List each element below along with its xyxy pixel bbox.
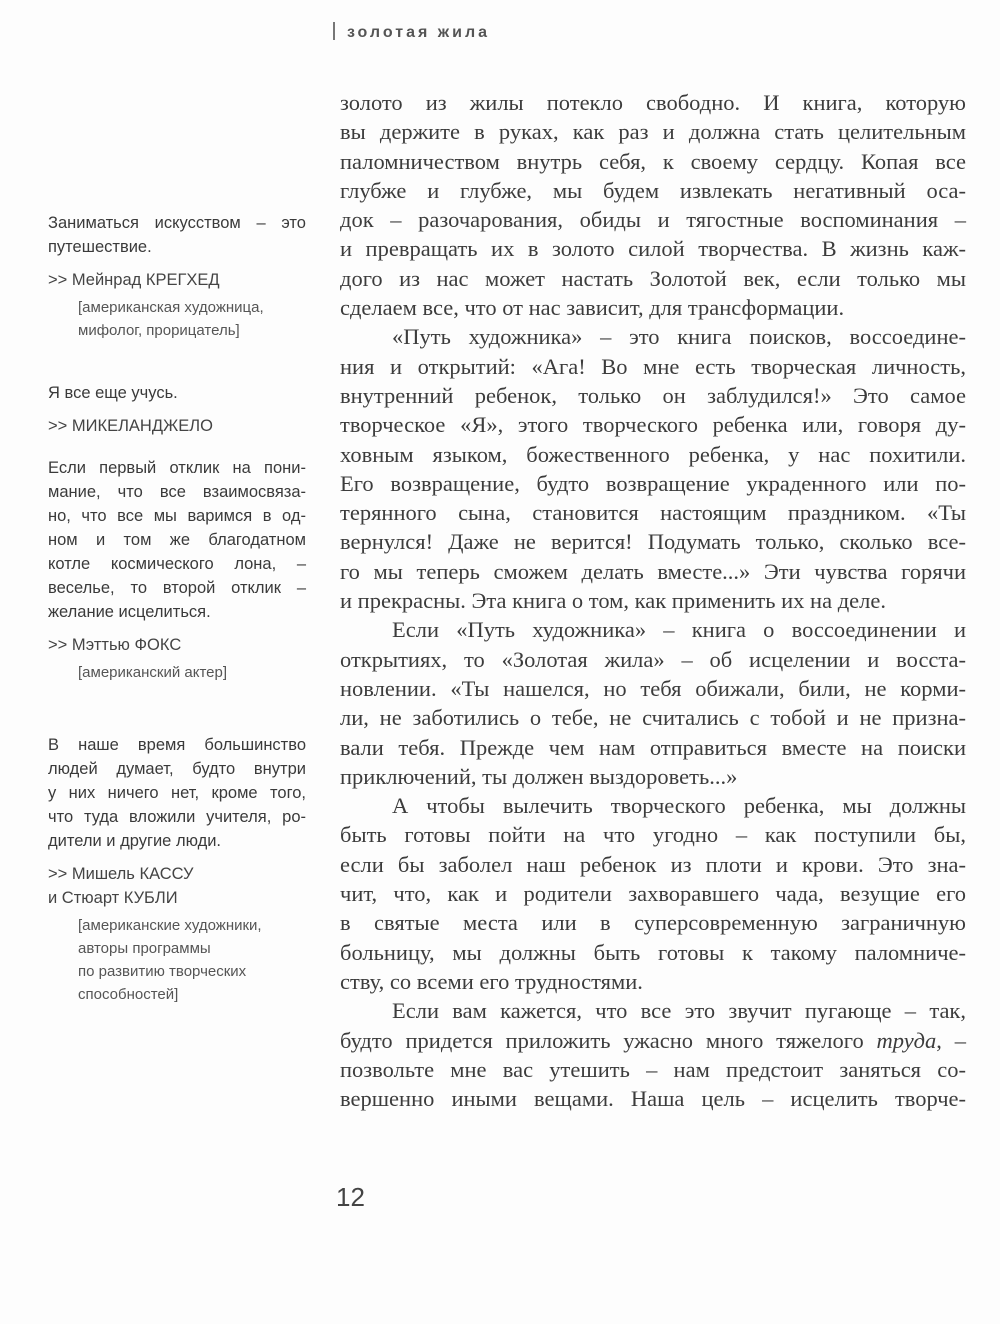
quote-line: Заниматься искусством – это [48, 214, 306, 232]
text-run: вершенно иными вещами. Наша цель – исцелить творче- [340, 1086, 966, 1112]
attribution-line: и Стюарт КУБЛИ [48, 889, 178, 907]
page-number: 12 [336, 1182, 365, 1212]
text-run: дого из нас может настать Золотой век, если только мы [340, 265, 966, 291]
note-line: [американская художница, [78, 299, 264, 316]
quote-line: желание исцелиться. [48, 603, 211, 621]
text-line [340, 1026, 966, 1055]
sidebar-quote [48, 381, 306, 438]
main-text [340, 88, 966, 1113]
text-run: сделаем все, что от нас зависит, для трансформации. [340, 295, 845, 321]
note-line: мифолог, прорицатель] [78, 322, 240, 339]
quote-line: Я все еще учусь. [48, 384, 178, 402]
text-line [340, 615, 966, 644]
text-run: ству, со всеми его трудностями. [340, 968, 643, 994]
text-line [340, 733, 966, 762]
text-run: ли, не заботились о тебе, не считались с тобой и не призна- [340, 705, 966, 731]
text-line [340, 498, 966, 527]
text-run: паломничеством внутрь себя, к своему сердцу. Копая все [340, 148, 966, 174]
text-run: приключений, ты должен выздороветь...» [340, 763, 738, 789]
text-run: вы держите в руках, как раз и должна стать целительным [340, 119, 966, 145]
text-line [340, 1084, 966, 1113]
text-run: больницу, мы должны быть готовы к такому паломниче- [340, 939, 966, 965]
text-run: вернулся! Даже не верится! Подумать только, сколько все- [340, 529, 966, 555]
text-line [340, 176, 966, 205]
text-run: внутренний ребенок, только он заблудился!» Это самое [340, 382, 966, 408]
attribution-line: >> Мишель КАССУ [48, 865, 194, 883]
author-note [48, 914, 306, 1006]
text-run: терянного сына, становится настоящим праздником. «Ты [340, 500, 966, 526]
quote-attribution [48, 633, 306, 657]
running-header [333, 22, 490, 42]
text-line [340, 322, 966, 351]
text-line [340, 234, 966, 263]
text-line [340, 469, 966, 498]
text-line [340, 820, 966, 849]
text-line [340, 410, 966, 439]
text-run: го мы теперь сможем делать вместе...» Эти чувства горячи [340, 558, 966, 584]
author-note [48, 661, 306, 684]
text-line [340, 527, 966, 556]
quote-line: котле космического лона, – [48, 555, 306, 573]
text-run: открытиях, то «Золотая жила» – об исцелении и восста- [340, 646, 966, 672]
text-run: Если «Путь художника» – книга о воссоединении и [392, 617, 966, 643]
attribution-line: >> МИКЕЛАНДЖЕЛО [48, 417, 213, 435]
note-line: по развитию творческих [78, 963, 247, 980]
quote-line: мание, что все взаимосвяза- [48, 483, 306, 501]
header-title: золотая жила [347, 24, 491, 41]
text-line [340, 293, 966, 322]
quote-line: людей думает, будто внутри [48, 760, 306, 778]
quote-line: но, что все мы варимся в од- [48, 507, 306, 525]
note-line: авторы программы [78, 940, 211, 957]
text-line [340, 586, 966, 615]
text-line [340, 117, 966, 146]
text-run: и превращать их в золото силой творчества. В жизнь каж- [340, 236, 966, 262]
text-line [340, 967, 966, 996]
quote-attribution [48, 268, 306, 292]
text-run: новлении. «Ты нашелся, но тебя обижали, били, не корми- [340, 675, 966, 701]
text-line [340, 879, 966, 908]
text-run: чит, что, как и родители захворавшего чада, везущие его [340, 881, 966, 907]
text-run: быть готовы пойти на что угодно – как поступили бы, [340, 822, 966, 848]
sidebar-quote [48, 733, 306, 1006]
quote-line: дители и другие люди. [48, 832, 222, 850]
italic-emphasis: труда [876, 1027, 937, 1053]
text-line [340, 440, 966, 469]
quote-line: путешествие. [48, 238, 152, 256]
text-run: ния и открытий: «Ага! Во мне есть творческая личность, [340, 353, 966, 379]
text-line [340, 938, 966, 967]
text-line [340, 645, 966, 674]
text-run: А чтобы вылечить творческого ребенка, мы должны [392, 793, 966, 819]
quote-line: Если первый отклик на пони- [48, 459, 306, 477]
text-line [340, 674, 966, 703]
text-run: вали тебя. Прежде чем нам отправиться вместе на поиски [340, 734, 966, 760]
text-line [340, 762, 966, 791]
text-line [340, 908, 966, 937]
text-line [340, 1055, 966, 1084]
text-line [340, 381, 966, 410]
text-run: Если вам кажется, что все это звучит пугающе – так, [392, 998, 966, 1024]
text-line [340, 996, 966, 1025]
quote-attribution [48, 414, 306, 438]
text-line [340, 205, 966, 234]
text-run: будто придется приложить ужасно много тяжелого [340, 1027, 877, 1053]
sidebar-quote [48, 211, 306, 342]
text-run: глубже и глубже, мы будем извлекать негативный оса- [340, 177, 966, 203]
attribution-line: >> Мейнрад КРЕГХЕД [48, 271, 220, 289]
quote-line: у них ничего нет, кроме того, [48, 784, 306, 802]
text-run: если бы заболел наш ребенок из плоти и крови. Это зна- [340, 851, 966, 877]
text-line [340, 88, 966, 117]
text-run: , – [936, 1027, 967, 1053]
text-line [340, 147, 966, 176]
text-run: и прекрасны. Эта книга о том, как применить их на деле. [340, 588, 886, 614]
header-divider [333, 22, 335, 40]
note-line: [американские художники, [78, 917, 262, 934]
text-line [340, 850, 966, 879]
quote-line: что туда вложили учителя, ро- [48, 808, 306, 826]
quote-line: ном и том же благодатном [48, 531, 306, 549]
sidebar-quote [48, 456, 306, 684]
text-run: позвольте мне вас утешить – нам предстоит заняться со- [340, 1056, 966, 1082]
text-run: творческое «Я», этого творческого ребенка или, говоря ду- [340, 412, 966, 438]
text-run: золото из жилы потекло свободно. И книга, которую [340, 90, 966, 115]
note-line: способностей] [78, 986, 179, 1003]
text-run: в святые места или в суперсовременную заграничную [340, 910, 966, 936]
text-line [340, 352, 966, 381]
text-run: «Путь художника» – это книга поисков, воссоедине- [392, 324, 966, 350]
note-line: [американский актер] [78, 664, 228, 681]
quote-line: веселье, то второй отклик – [48, 579, 306, 597]
text-line [340, 703, 966, 732]
quote-line: В наше время большинство [48, 736, 306, 754]
text-run: док – разочарования, обиды и тягостные воспоминания – [340, 207, 966, 233]
attribution-line: >> Мэттью ФОКС [48, 636, 182, 654]
text-line [340, 557, 966, 586]
text-run: ховным языком, божественного ребенка, у нас похитили. [340, 441, 966, 467]
text-line [340, 264, 966, 293]
text-line [340, 791, 966, 820]
text-run: Его возвращение, будто возвращение украденного или по- [340, 470, 966, 496]
author-note [48, 296, 306, 342]
quote-attribution [48, 862, 306, 910]
